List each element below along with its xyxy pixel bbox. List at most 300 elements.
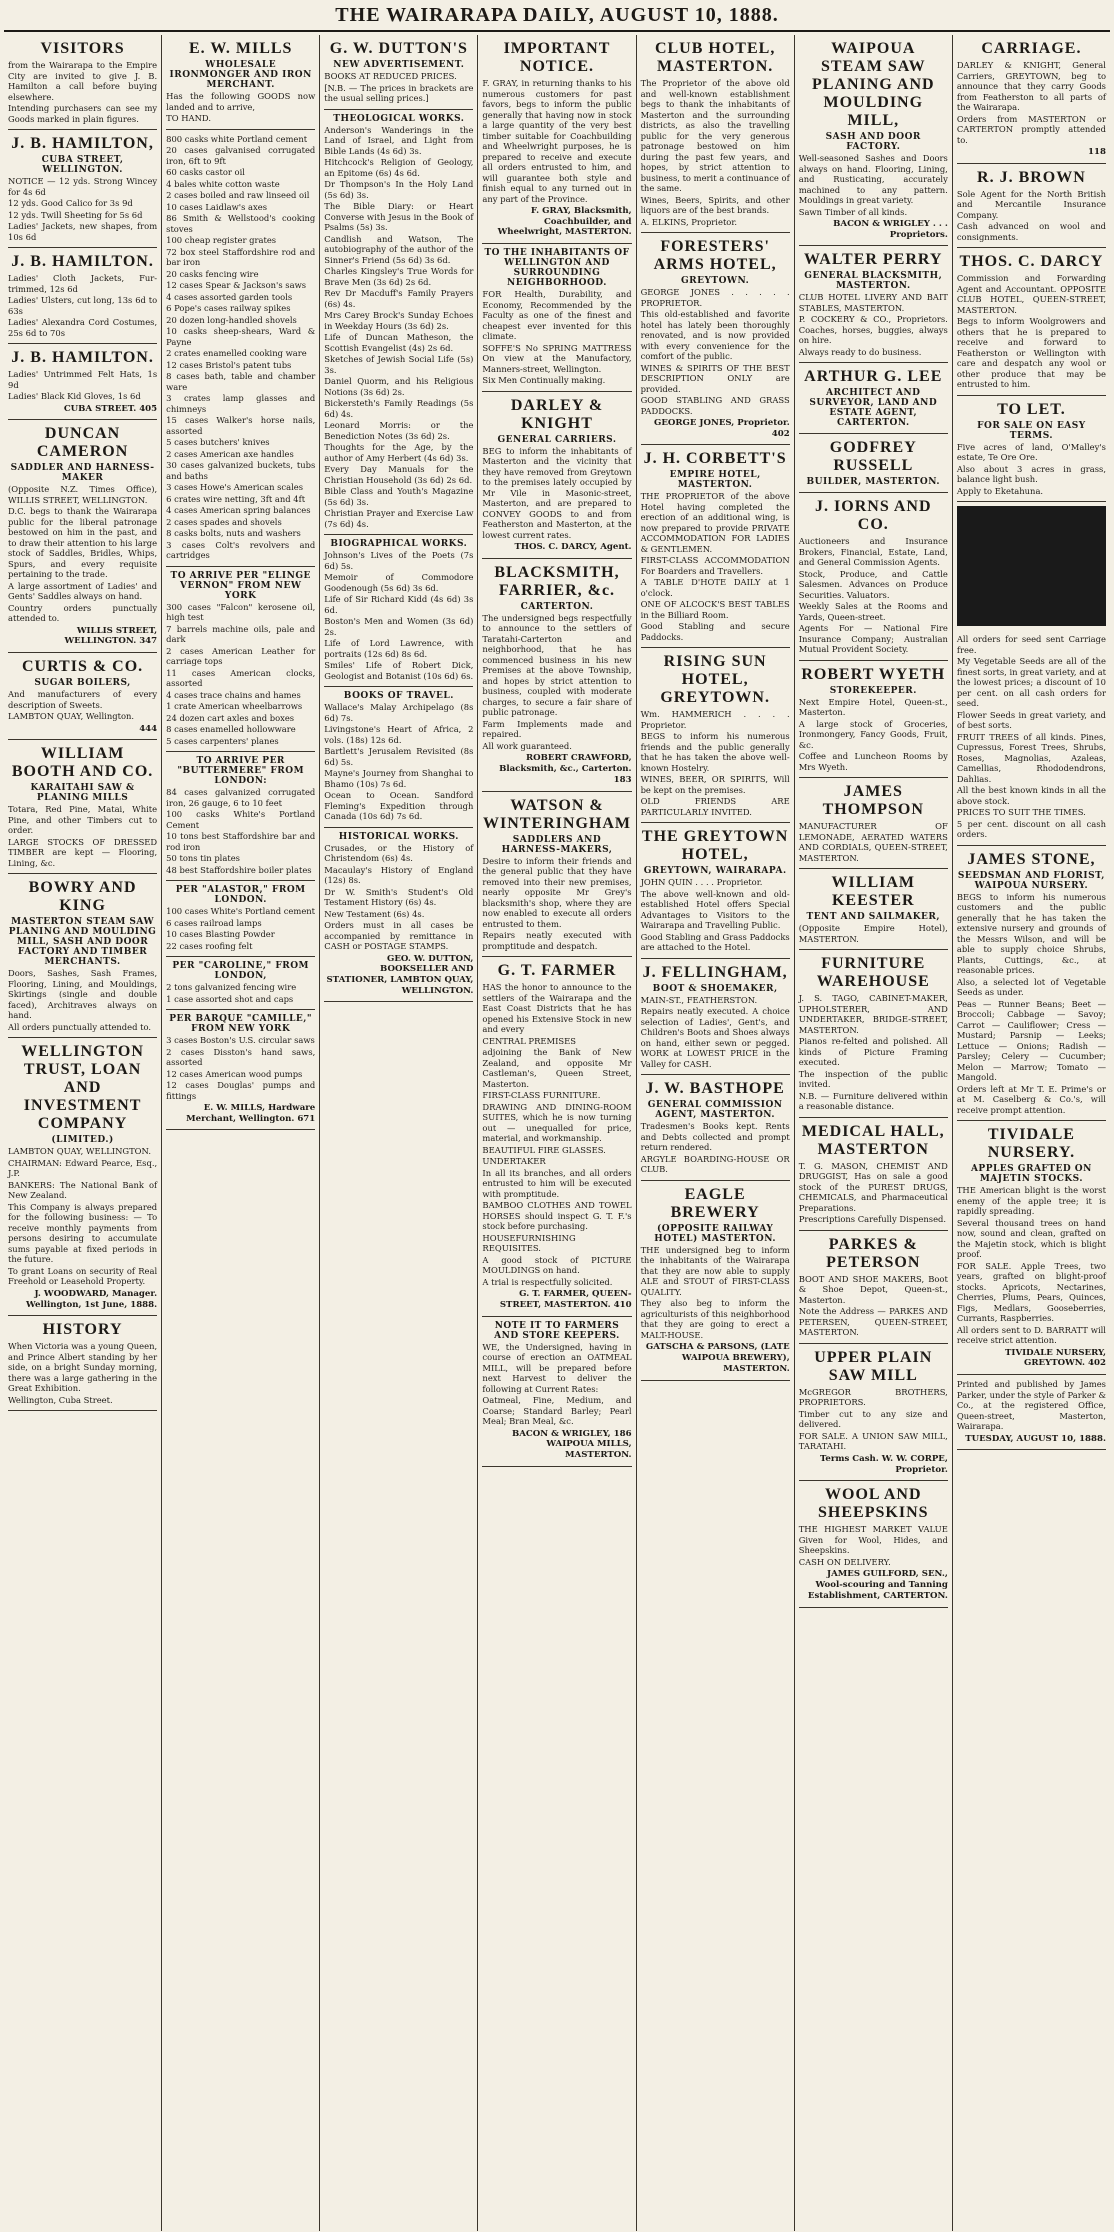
ad-text-line: Oatmeal, Fine, Medium, and Coarse; Standard Barley; Pearl Meal; Bran Meal, &c. [482, 1395, 632, 1427]
ad-text-line: Repairs neatly executed. A choice selection of Ladies', Gent's, and Children's Boots and Shoes always on hand, either sewn or pegged. WORK at LOWEST PRICE in the Valley for CASH. [640, 1006, 790, 1069]
ad-title: PARKES & PETERSON [826, 1235, 921, 1271]
ad-text-line: CHAIRMAN: Edward Pearce, Esq., J.P. [8, 1157, 158, 1179]
ad-text-line: WINES, BEER, OR SPIRITS, Will be kept on the premises. [640, 774, 790, 795]
ad-text-line: 2 cases American Leather for carriage tops [166, 645, 316, 666]
ad-text-line: A large assortment of Ladies' and Gents' Saddles always on hand. [8, 580, 158, 602]
advertisement [799, 1118, 948, 1231]
ad-text-line: Ladies' Untrimmed Felt Hats, 1s 9d [8, 369, 158, 390]
ad-text-line: When Victoria was a young Queen, and Prince Albert standing by her side, on a bright Sunday morning, there was a large gathering in the Great Exhibition. [8, 1341, 158, 1394]
ad-subtitle: EMPIRE HOTEL, MASTERTON. [669, 470, 761, 491]
ad-signature: GEO. W. DUTTON, BOOKSELLER AND STATIONER, LAMBTON QUAY, WELLINGTON. [326, 953, 474, 996]
ad-text-line: A good stock of PICTURE MOULDINGS on hand. [482, 1254, 632, 1276]
ad-text-line: 22 cases roofing felt [166, 940, 253, 951]
advertisement [8, 248, 157, 344]
ad-text-line: 4 cases assorted garden tools [166, 291, 293, 302]
ad-signature: BACON & WRIGLEY, 186 WAIPOUA MILLS, MASTERTON. [512, 1428, 632, 1461]
ad-title: J. B. HAMILTON. [11, 349, 154, 366]
ad-title: J. W. BASTHOPE [645, 1080, 785, 1098]
ad-text-line: The undersigned begs respectfully to announce to the settlers of Taratahi-Carterton and neighborhood, that he has commenced business in his new Premises at the above Township, and hopes by strict attention to business, coupled with moderate charges, to secure a fair share of public patronage. [482, 612, 632, 718]
ad-text-line: Ladies' Jackets, new shapes, from 10s 6d [8, 221, 158, 242]
ad-title: VISITORS [40, 40, 125, 57]
advertisement [799, 35, 948, 246]
ad-text-line: N.B. — Furniture delivered within a reasonable distance. [798, 1090, 948, 1112]
ad-text-line: Life of Lord Lawrence, with portraits (12s 6d) 8s 6d. [324, 638, 474, 659]
ad-text-line: 10 cases Blasting Powder [166, 929, 275, 939]
ad-text-line: BANKERS: The National Bank of New Zealand. [8, 1179, 158, 1201]
ad-subtitle: CARTERTON. [520, 601, 594, 612]
advertisement [799, 1481, 948, 1607]
ad-text-line: 12 cases American wood pumps [166, 1068, 303, 1079]
ad-text-line: Johnson's Lives of the Poets (7s 6d) 5s. [324, 550, 474, 571]
ad-text-line: My Vegetable Seeds are all of the finest sorts, in great variety, and at the lowest prices; a discount of 10 per cent. on all cash orders for seed. [956, 656, 1106, 709]
ad-text-line: Dr W. Smith's Student's Old Testament History (6s) 4s. [324, 886, 474, 907]
ad-text-line: Ladies' Alexandra Cord Costumes, 25s 6d to 70s [8, 317, 158, 338]
ad-text-line: Also about 3 acres in grass, balance light bush. [956, 463, 1106, 485]
ad-text-line: 100 casks White's Portland Cement [166, 809, 316, 830]
ad-text-line: All the best known kinds in all the above stock. [956, 785, 1106, 806]
ad-subtitle: SASH AND DOOR FACTORY. [825, 132, 921, 152]
ad-text-line: Hitchcock's Religion of Geology, an Epitome (6s) 4s 6d. [324, 157, 474, 178]
advertisement [799, 246, 948, 363]
advertisement [641, 445, 790, 648]
ad-subtitle: SEEDSMAN AND FLORIST, WAIPOUA NURSERY. [957, 870, 1105, 891]
ad-text-line: Flower Seeds in great variety, and of best sorts. [956, 709, 1106, 731]
ad-text-line: 5 cases butchers' knives [166, 437, 270, 447]
ad-text-line: Ladies' Ulsters, cut long, 13s 6d to 63s [8, 295, 158, 316]
ad-text-line: Macaulay's History of England (12s) 8s. [324, 864, 474, 885]
ad-signature: J. WOODWARD, Manager. Wellington, 1st June, 1888. [26, 1288, 158, 1310]
ad-text-line: Begs to inform Woolgrowers and others that he is prepared to receive and forward to Featherston or Wellington with care and despatch any wool or other produce that may be entrusted to him. [956, 316, 1106, 390]
ad-text-line: 12 cases Douglas' pumps and fittings [166, 1080, 316, 1101]
ad-text-line: 6 cases railroad lamps [166, 917, 262, 928]
ad-text-line: BEAUTIFUL FIRE GLASSES. [482, 1144, 606, 1155]
ad-subtitle: TENT AND SAILMAKER, [806, 912, 941, 923]
ad-title: G. W. DUTTON'S [329, 40, 468, 57]
ad-title: UPPER PLAIN SAW MILL [814, 1348, 933, 1384]
ad-subtitle: PER "CAROLINE," FROM LONDON, [172, 961, 310, 981]
ad-text-line: Anderson's Wanderings in the Land of Israel, and Light from Bible Lands (4s 6d) 3s. [324, 124, 474, 156]
ad-title: THOS. C. DARCY [959, 253, 1104, 271]
ad-text-line: 50 tons tin plates [166, 853, 240, 863]
ad-subtitle: BIOGRAPHICAL WORKS. [330, 539, 468, 549]
ad-text-line: All orders sent to D. BARRATT will receive strict attention. [956, 1324, 1106, 1346]
advertisement [8, 344, 157, 420]
ad-text-line: Agents For — National Fire Insurance Company; Australian Mutual Provident Society. [798, 623, 948, 655]
ad-text-line: PRICES TO SUIT THE TIMES. [956, 807, 1086, 818]
ad-title: WILLIAM KEESTER [831, 874, 915, 910]
ad-text-line: 6 Pope's cases railway spikes [166, 303, 291, 313]
advertisement [957, 248, 1106, 396]
advertisement [482, 35, 631, 244]
ad-text-line: Christian Prayer and Exercise Law (7s 6d) 4s. [324, 508, 474, 529]
ad-text-line: Has the following GOODS now landed and to arrive, [166, 91, 316, 112]
ad-text-line: DRAWING AND DINING-ROOM SUITES, which he is now turning out — unequalled for price, material, and workmanship. [482, 1101, 632, 1144]
advertisement [166, 957, 315, 1010]
ad-text-line: Boston's Men and Women (3s 6d) 2s. [324, 616, 474, 637]
ad-text-line: TO HAND. [166, 113, 212, 123]
ad-text-line: LAMBTON QUAY, Wellington. [8, 711, 135, 722]
ad-text-line: (Opposite N.Z. Times Office), WILLIS STREET, WELLINGTON. [8, 484, 158, 505]
ad-signature: Terms Cash. W. W. CORPE, Proprietor. [819, 1453, 948, 1475]
ad-signature: GEORGE JONES, Proprietor. 402 [654, 418, 790, 439]
ad-text-line: Tradesmen's Books kept. Rents and Debts collected and prompt return rendered. [640, 1121, 790, 1153]
ad-subtitle: KARAITAHI SAW & PLANING MILLS [30, 783, 135, 804]
advertisement [8, 1038, 157, 1316]
ad-title: WALTER PERRY [804, 251, 943, 269]
ad-text-line: BEGS to inform his numerous friends and the public generally that he has taken the above well-known Hostelry. [640, 731, 790, 773]
ad-text-line: Intending purchasers can see my Goods marked in plain figures. [8, 103, 158, 124]
ad-title: J. B. HAMILTON, [11, 135, 154, 152]
ad-signature: WILLIS STREET, WELLINGTON. 347 [64, 625, 158, 647]
advertisement [8, 653, 157, 740]
ad-signature: BACON & WRIGLEY . . . Proprietors. [833, 219, 948, 240]
ad-text-line: FOR Health, Durability, and Economy, Recommended by the Faculty as one of the finest and cheapest ever invented for this climate. [482, 289, 632, 342]
ad-text-line: 12 yds. Good Calico for 3s 9d [8, 198, 133, 208]
ad-text-line: Ladies' Cloth Jackets, Fur-trimmed, 12s 6d [8, 273, 158, 294]
ad-title: J. B. HAMILTON. [11, 253, 154, 270]
ad-text-line: HAS the honor to announce to the settlers of the Wairarapa and the East Coast Districts that he has opened his Extensive Stock in new and every [482, 982, 632, 1035]
ad-signature: JAMES GUILFORD, SEN., Wool-scouring and Tanning Establishment, CARTERTON. [807, 1569, 948, 1601]
ad-title: THE GREYTOWN HOTEL, [641, 828, 789, 864]
ad-text-line: UNDERTAKER [482, 1156, 546, 1167]
ad-text-line: Good Stabling and secure Paddocks. [640, 621, 790, 642]
ad-text-line: WINES & SPIRITS OF THE BEST DESCRIPTION ONLY are provided. [640, 362, 790, 394]
ad-text-line: Five acres of land, O'Malley's estate, Te Ore Ore. [956, 441, 1106, 463]
ad-text-line: FOR SALE. Apple Trees, two years, grafted on blight-proof stocks. Apricots, Nectarines, Cherries, Plums, Pears, Quinces, Figs, Medlars, Gooseberries, Currants, Raspberries. [956, 1260, 1106, 1324]
advertisement [641, 1075, 790, 1181]
advertisement [482, 792, 631, 958]
ad-text-line: Ladies' Black Kid Gloves, 1s 6d [8, 391, 141, 401]
ad-text-line: Leonard Morris: or the Benediction Notes (3s 6d) 2s. [324, 420, 474, 441]
ad-text-line: They also beg to inform the agriculturists of this neighborhood that they are going to erect a MALT-HOUSE. [640, 1298, 790, 1340]
ad-text-line: [N.B. — The prices in brackets are the usual selling prices.] [324, 82, 474, 103]
advertisement [641, 233, 790, 445]
ad-text-line: Next Empire Hotel, Queen-st., Masterton. [798, 696, 948, 718]
ad-text-line: Pianos re-felted and polished. All kinds of Picture Framing executed. [798, 1036, 948, 1068]
ad-text-line: Bickersteth's Family Readings (5s 6d) 4s. [324, 398, 474, 419]
ad-text-line: 30 cases galvanized buckets, tubs and baths [166, 460, 316, 481]
advertisement [8, 420, 157, 653]
ad-text-line: 100 cases White's Portland cement [166, 906, 316, 916]
ad-signature: 118 [1088, 147, 1106, 157]
ad-title: E. W. MILLS [188, 40, 293, 57]
ad-text-line: Weekly Sales at the Rooms and Yards, Queen-street. [798, 601, 948, 622]
advertisement [641, 648, 790, 823]
ad-text-line: Dr Thompson's In the Holy Land (5s 6d) 3s. [324, 179, 474, 200]
ad-text-line: LARGE STOCKS OF DRESSED TIMBER are kept — Flooring, Lining, &c. [8, 836, 158, 868]
ad-text-line: Orders left at Mr T. E. Prime's or at M. Caselberg & Co.'s, will receive prompt attention. [956, 1083, 1106, 1115]
column-5 [637, 35, 795, 2231]
ad-text-line: Prescriptions Carefully Dispensed. [798, 1214, 947, 1225]
ad-text-line: Cash advanced on wool and consignments. [956, 221, 1106, 242]
advertisement [799, 1231, 948, 1344]
ad-text-line: T. G. MASON, CHEMIST AND DRUGGIST, Has on sale a good stock of the PUREST DRUGS, CHEMICALS, and Pharmaceutical Preparations. [798, 1160, 948, 1213]
ad-title: WOOL AND SHEEPSKINS [818, 1486, 929, 1522]
ad-subtitle: GENERAL BLACKSMITH, MASTERTON. [804, 271, 943, 292]
ad-text-line: McGREGOR BROTHERS, PROPRIETORS. [798, 1386, 948, 1408]
ad-text-line: 3 cases Colt's revolvers and cartridges [166, 539, 316, 560]
ad-signature: ROBERT CRAWFORD, Blacksmith, &c., Carterton. 183 [499, 753, 632, 785]
ad-text-line: 20 casks fencing wire [166, 268, 259, 279]
ad-text-line: 4 bales white cotton waste [166, 178, 280, 189]
ad-text-line: THE PROPRIETOR of the above Hotel having completed the erection of an additional wing, is now prepared to provide PRIVATE ACCOMMODATION FOR LADIES & GENTLEMEN. [640, 491, 790, 554]
ad-text-line: Desire to inform their friends and the general public that they have removed into their new premises, nearly opposite Mr Grey's blacksmith's shop, where they are now enabled to execute all orders entrusted to them. [482, 855, 632, 929]
ad-text-line: In all its branches, and all orders entrusted to him will be executed with promptitude. [482, 1167, 632, 1199]
ad-subtitle: WHOLESALE IRONMONGER AND IRON MERCHANT. [169, 60, 312, 90]
ad-text-line: Memoir of Commodore Goodenough (5s 6d) 3s 6d. [324, 572, 474, 593]
ad-text-line: Life of Duncan Matheson, the Scottish Evangelist (4s) 2s 6d. [324, 332, 474, 353]
ad-text-line: Bible Class and Youth's Magazine (5s 6d) 3s. [324, 486, 474, 507]
ad-subtitle: GREYTOWN, WAIRARAPA. [643, 866, 787, 877]
advertisement [324, 35, 473, 110]
ad-text-line: Printed and published by James Parker, under the style of Parker & Co., at the registered Office, Queen-street, Masterton, Wairarapa. [956, 1379, 1106, 1432]
advertisement [482, 559, 631, 792]
ad-subtitle: TO ARRIVE PER "ELINGE VERNON" FROM NEW YORK [170, 570, 311, 601]
ad-subtitle: MASTERTON STEAM SAW PLANING AND MOULDING MILL, SASH AND DOOR FACTORY AND TIMBER MERCHANTS. [8, 917, 157, 968]
ad-title: J. H. CORBETT'S [643, 450, 787, 468]
ad-text-line: The above well-known and old-established Hotel offers Special Advantages to Visitors to the Wairarapa and Travelling Public. [640, 888, 790, 931]
advertisement [957, 35, 1106, 164]
ad-text-line: Every Day Manuals for the Christian Household (3s 6d) 2s 6d. [324, 464, 474, 485]
ad-title: BOWRY AND KING [28, 879, 137, 915]
ad-text-line: All orders for seed sent Carriage free. [956, 634, 1106, 655]
ad-text-line: Smiles' Life of Robert Dick, Geologist and Botanist (10s 6d) 6s. [324, 660, 474, 681]
advertisement [957, 1121, 1106, 1375]
ad-text-line: 6 crates wire netting, 3ft and 4ft [166, 493, 306, 504]
advertisement [8, 130, 157, 248]
ad-title: DARLEY & KNIGHT [510, 396, 604, 432]
ad-text-line: 10 tons best Staffordshire bar and rod iron [166, 831, 316, 852]
advertisement [482, 244, 631, 392]
ad-text-line: Six Men Continually making. [482, 375, 606, 386]
ad-text-line: THE undersigned beg to inform the inhabitants of the Wairarapa that they are now able to supply ALE and STOUT of FIRST-CLASS QUALITY. [640, 1244, 790, 1297]
ad-title: WATSON & WINTERINGHAM [482, 796, 631, 832]
ad-title: IMPORTANT NOTICE. [503, 40, 611, 75]
ad-text-line: Also, a selected lot of Vegetable Seeds as under. [956, 976, 1106, 998]
advertisement [324, 535, 473, 687]
ad-subtitle: GENERAL COMMISSION AGENT, MASTERTON. [647, 1100, 783, 1121]
ad-text-line: ARGYLE BOARDING-HOUSE OR CLUB. [640, 1153, 790, 1175]
advertisement [324, 687, 473, 828]
column-2 [162, 35, 320, 2231]
ad-text-line: 1 case assorted shot and caps [166, 993, 294, 1004]
advertisement [641, 823, 790, 959]
ad-subtitle: GENERAL CARRIERS. [497, 434, 617, 445]
redacted-block [957, 506, 1106, 626]
ad-title: J. FELLINGHAM, [642, 963, 788, 981]
ad-signature: TIVIDALE NURSERY, GREYTOWN. 402 [1005, 1347, 1106, 1369]
ad-text-line: 300 cases "Falcon" kerosene oil, high test [166, 601, 316, 622]
ad-text-line: SOFFE'S No SPRING MATTRESS On view at the Manufactory, Manners-street, Wellington. [482, 342, 632, 374]
ad-text-line: Timber cut to any size and delivered. [798, 1408, 948, 1430]
advertisement [799, 1344, 948, 1481]
ad-subtitle: CUBA STREET, WELLINGTON. [41, 155, 124, 175]
ad-text-line: FIRST-CLASS ACCOMMODATION For Boarders and Travellers. [640, 555, 790, 576]
advertisement [324, 110, 473, 536]
ad-text-line: LAMBTON QUAY, WELLINGTON. [8, 1146, 152, 1157]
ad-title: BLACKSMITH, FARRIER, &c. [494, 563, 620, 599]
ad-text-line: D.C. begs to thank the Wairarapa public for the liberal patronage bestowed on him in the past, and to draw their attention to his large stock of Saddles, Bridles, Whips, Spurs, and every requisite pertaining to the trade. [8, 506, 158, 580]
advertisement [482, 957, 631, 1316]
ad-subtitle: TO ARRIVE PER "BUTTERMERE" FROM LONDON: [177, 756, 305, 786]
ad-title: HISTORY [42, 1321, 123, 1339]
advertisement [799, 363, 948, 434]
ad-title: GODFREY RUSSELL [829, 439, 917, 475]
column-4 [478, 35, 636, 2231]
ad-text-line: Daniel Quorm, and his Religious Notions (3s 6d) 2s. [324, 376, 474, 397]
ad-title: G. T. FARMER [497, 962, 617, 980]
ad-title: DUNCAN CAMERON [36, 425, 129, 461]
ad-text-line: BOOKS AT REDUCED PRICES. [324, 71, 457, 81]
ad-text-line: 4 cases American spring balances [166, 505, 311, 515]
ad-text-line: Sketches of Jewish Social Life (5s) 3s. [324, 354, 474, 375]
ad-text-line: WE, the Undersigned, having in course of erection an OATMEAL MILL, will be prepared before next Harvest to deliver the following at Current Rates: [482, 1341, 632, 1394]
ad-text-line: And manufacturers of every description of Sweets. [8, 689, 158, 710]
ad-title: WILLIAM BOOTH AND CO. [11, 745, 154, 781]
ad-text-line: 2 cases boiled and raw linseed oil [166, 190, 310, 200]
advertisement [641, 1181, 790, 1381]
ad-title: TO LET. [997, 400, 1066, 418]
ad-title: R. J. BROWN [977, 168, 1086, 186]
ad-text-line: The Bible Diary: or Heart Converse with Jesus in the Book of Psalms (5s) 3s. [324, 201, 474, 232]
ad-text-line: 8 cases enamelled hollowware [166, 724, 296, 734]
ad-text-line: Note the Address — PARKES AND PETERSEN, QUEEN-STREET, MASTERTON. [798, 1306, 948, 1338]
ad-title: ARTHUR G. LEE [804, 368, 943, 386]
ad-title: FORESTERS' ARMS HOTEL, [653, 238, 777, 273]
ad-signature: CUBA STREET. 405 [63, 403, 158, 414]
ad-text-line: This old-established and favorite hotel has lately been thoroughly renovated, and is now provided with every convenience for the comfort of the public. [640, 309, 790, 361]
ad-subtitle: GREYTOWN. [680, 276, 750, 286]
ad-text-line: 2 cases American axe handles [166, 448, 294, 459]
ad-title: MEDICAL HALL, MASTERTON [801, 1122, 945, 1158]
advertisement [799, 661, 948, 779]
ad-subtitle: BOOKS OF TRAVEL. [343, 691, 454, 701]
ad-text-line: 4 cases trace chains and hames [166, 689, 301, 700]
advertisement [8, 1316, 157, 1411]
ad-text-line: 1 crate American wheelbarrows [166, 701, 303, 711]
ad-subtitle: TO THE INHABITANTS OF WELLINGTON AND SURROUNDING NEIGHBORHOOD. [484, 248, 630, 289]
ad-subtitle: NOTE IT TO FARMERS AND STORE KEEPERS. [494, 1320, 620, 1341]
ad-text-line: ONE OF ALCOCK'S BEST TABLES in the Billiard Room. [640, 599, 790, 620]
ad-text-line: A trial is respectfully solicited. [482, 1276, 613, 1287]
ad-text-line: Well-seasoned Sashes and Doors always on hand. Flooring, Lining, and Rusticating, accurately machined to any pattern. Mouldings in great variety. [798, 153, 948, 205]
advertisement [799, 778, 948, 869]
ad-text-line: adjoining the Bank of New Zealand, and opposite Mr Castleman's, Queen Street, Masterton. [482, 1047, 632, 1089]
ad-text-line: 12 cases Bristol's patent tubs [166, 359, 292, 370]
ad-text-line: CASH ON DELIVERY. [798, 1556, 891, 1567]
ad-subtitle: SADDLER AND HARNESS-MAKER [10, 463, 155, 484]
ad-text-line: HOUSEFURNISHING REQUISITES. [482, 1232, 576, 1254]
masthead: THE WAIRARAPA DAILY, AUGUST 10, 1888. [4, 0, 1110, 32]
ad-text-line: Stock, Produce, and Cattle Salesmen. Advances on Produce Securities. Valuators. [798, 568, 948, 600]
ad-title: CARRIAGE. [981, 40, 1082, 57]
advertisement [957, 164, 1106, 249]
ad-subtitle: PER BARQUE "CAMILLE," FROM NEW YORK [169, 1014, 313, 1034]
ad-text-line: 20 cases galvanised corrugated iron, 6ft to 9ft [166, 145, 316, 166]
ad-signature: TUESDAY, AUGUST 10, 1888. [965, 1433, 1106, 1444]
ad-text-line: Rev Dr Macduff's Family Prayers (6s) 4s. [324, 288, 474, 309]
ad-text-line: To grant Loans on security of Real Freehold or Leasehold Property. [8, 1265, 158, 1287]
ad-text-line: J. S. TAGO, CABINET-MAKER, UPHOLSTERER, AND UNDERTAKER, BRIDGE-STREET, MASTERTON. [798, 993, 948, 1035]
ad-text-line: GEORGE JONES . . . . . PROPRIETOR. [640, 287, 790, 308]
advertisement [166, 1010, 315, 1130]
ad-text-line: Good Stabling and Grass Paddocks are attached to the Hotel. [640, 931, 790, 953]
ad-text-line: Totara, Red Pine, Matai, White Pine, and other Timbers cut to order. [8, 804, 158, 836]
ad-text-line: Farm Implements made and repaired. [482, 718, 632, 740]
advertisement [8, 740, 157, 874]
ad-text-line: 5 per cent. discount on all cash orders. [956, 818, 1106, 840]
ad-signature: GATSCHA & PARSONS, (LATE WAIPOUA BREWERY), MASTERTON. [645, 1342, 790, 1374]
ad-text-line: All work guaranteed. [482, 740, 572, 751]
ad-title: ROBERT WYETH [801, 665, 946, 683]
ad-subtitle: NEW ADVERTISEMENT. [333, 60, 465, 70]
ad-text-line: 800 casks white Portland cement [166, 133, 308, 144]
ad-subtitle: STOREKEEPER. [829, 685, 917, 696]
ad-text-line: 11 cases American clocks, assorted [166, 667, 316, 688]
column-1 [4, 35, 162, 2231]
ad-text-line: MANUFACTURER OF LEMONADE, AERATED WATERS AND CORDIALS, QUEEN-STREET, MASTERTON. [798, 821, 948, 863]
advertisement [799, 869, 948, 950]
ad-text-line: Sawn Timber of all kinds. [798, 206, 908, 217]
advertisement [8, 874, 157, 1038]
ad-text-line: 2 cases spades and shovels [166, 516, 282, 527]
ad-title: CLUB HOTEL, MASTERTON. [654, 40, 776, 75]
ad-text-line: 60 casks castor oil [166, 167, 245, 177]
ad-text-line: 3 cases Boston's U.S. circular saws [166, 1035, 315, 1045]
ad-text-line: 86 Smith & Wellstood's cooking stoves [166, 213, 316, 234]
ad-text-line: 8 cases bath, table and chamber ware [166, 371, 316, 392]
ad-title: JAMES STONE, [967, 850, 1096, 868]
ad-text-line: Country orders punctually attended to. [8, 602, 158, 624]
ad-text-line: Life of Sir Richard Kidd (4s 6d) 3s 6d. [324, 594, 474, 615]
ad-text-line: BAMBOO CLOTHES AND TOWEL HORSES should inspect G. T. F.'s stock before purchasing. [482, 1200, 632, 1232]
ad-text-line: FOR SALE. A UNION SAW MILL, TARATAHI. [798, 1430, 948, 1452]
advertisement [166, 881, 315, 957]
ad-text-line: 84 cases galvanized corrugated iron, 26 gauge, 6 to 10 feet [166, 787, 316, 808]
advertisement [166, 130, 315, 567]
ad-text-line: Coffee and Luncheon Rooms by Mrs Wyeth. [798, 751, 948, 772]
ad-text-line: Sole Agent for the North British and Mercantile Insurance Company. [956, 188, 1106, 220]
ad-text-line: Always ready to do business. [798, 346, 922, 357]
ad-text-line: Thoughts for the Age, by the author of Amy Herbert (4s 6d) 3s. [324, 442, 474, 463]
ad-title: WELLINGTON TRUST, LOAN AND INVESTMENT COMPANY [21, 1043, 144, 1133]
advertisement [166, 35, 315, 130]
ad-text-line: BEGS to inform his numerous customers and the public generally that he has taken the extensive nursery and grounds of the Messrs Wilson, and will be able to supply choice Shrubs, Plants, Cuttings, &c., at reasonable prices. [956, 891, 1106, 976]
ad-text-line: Livingstone's Heart of Africa, 2 vols. (18s) 12s 6d. [324, 724, 474, 745]
ad-subtitle: ARCHITECT AND SURVEYOR, LAND AND ESTATE AGENT, CARTERTON. [809, 388, 938, 429]
ad-subtitle: BOOT & SHOEMAKER, [652, 983, 778, 994]
ad-text-line: Orders must in all cases be accompanied by remittance in CASH or POSTAGE STAMPS. [324, 920, 474, 951]
ad-title: J. IORNS AND CO. [815, 498, 932, 534]
ad-title: JAMES THOMPSON [822, 783, 924, 819]
ad-text-line: A large stock of Groceries, Ironmongery, Fancy Goods, Fruit, &c. [798, 718, 948, 750]
ad-text-line: 12 cases Spear & Jackson's saws [166, 280, 307, 290]
ad-title: EAGLE BREWERY [670, 1185, 760, 1221]
ad-text-line: P. COCKERY & CO., Proprietors. Coaches, horses, buggies, always on hire. [798, 314, 948, 346]
ad-text-line: 20 dozen long-handled shovels [166, 314, 297, 325]
ad-text-line: from the Wairarapa to the Empire City are invited to give J. B. Hamilton a call before buying elsewhere. [8, 60, 158, 102]
ad-text-line: 10 cases Laidlaw's axes [166, 201, 268, 212]
ad-text-line: Mayne's Journey from Shanghai to Bhamo (10s) 7s 6d. [324, 768, 474, 789]
ad-text-line: 24 dozen cart axles and boxes [166, 712, 295, 723]
ad-subtitle: APPLES GRAFTED ON MAJETIN STOCKS. [970, 1164, 1092, 1185]
ad-text-line: 7 barrels machine oils, pale and dark [166, 623, 316, 644]
ad-subtitle: SUGAR BOILERS, [34, 678, 131, 689]
ad-text-line: Repairs neatly executed with promptitude and despatch. [482, 930, 632, 951]
ad-title: WAIPOUA STEAM SAW PLANING AND MOULDING MILL, [811, 40, 935, 129]
ad-text-line: A. ELKINS, Proprietor. [640, 216, 738, 227]
ad-text-line: Candlish and Watson, The autobiography of the author of the Sinner's Friend (5s 6d) 3s 6d. [324, 233, 474, 265]
